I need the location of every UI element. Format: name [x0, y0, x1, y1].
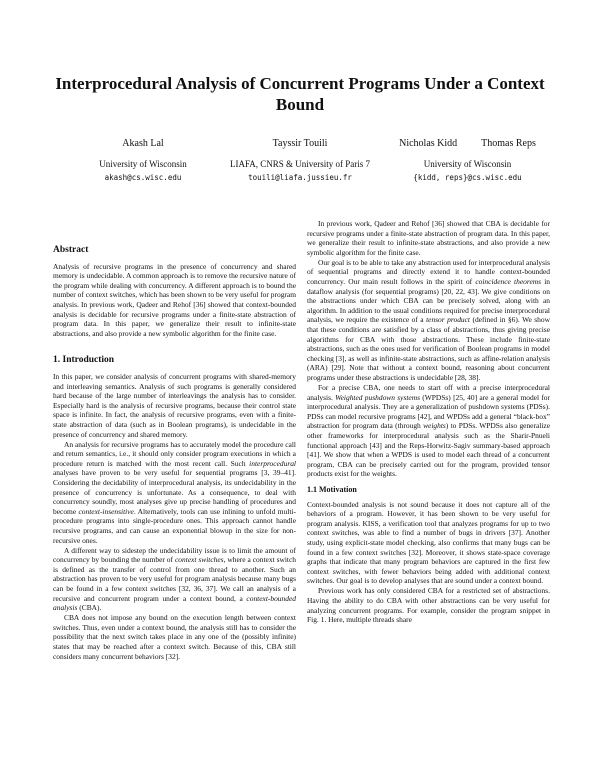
author-block-touili — [225, 137, 375, 185]
author-block-lal — [78, 137, 208, 185]
paper-title: Interprocedural Analysis of Concurrent Programs Under a Context Bound — [55, 74, 545, 114]
author-affiliation: University of Wisconsin — [423, 159, 512, 169]
body-paragraph: Our goal is to be able to take any abstraction used for interprocedural analysis of sequential programs and directly extend it to handle context-bounded concurrency. Our main result follows in the spirit of coincidence theorems in dataflow analysis (for sequential programs) [20, 22, 43]. We give conditions on the abstractions under which CBA can be precisely solved, along with an algorithm. In addition to the usual conditions required for precise interprocedural analysis, we require the existence of a tensor product (defined in §6). We show that these conditions are satisfied by a class of abstractions, thus giving precise algorithms for CBA with those abstractions. These include finite-state abstractions, such as the ones used for verification of Boolean programs in model checking [3], as well as infinite-state abstractions, such as affine-relation analysis (ARA) [29]. Note that without a context bound, reasoning about concurrent programs under these abstractions is undecidable [28, 38]. — [307, 257, 550, 382]
left-column — [53, 246, 296, 661]
intro-paragraph: In this paper, we consider analysis of concurrent programs with shared-memory and interleaving semantics. Analysis of such programs is generally considered hard because of the large number of interleavings the analysis has to consider. Especially hard is the analysis of recursive programs, because their control state space is infinite. In fact, the analysis of recursive programs, even with a finite-state abstraction of data (such as in Boolean programs), is undecidable in the presence of concurrency and shared memory. — [53, 371, 296, 439]
abstract-text: Analysis of recursive programs in the presence of concurrency and shared memory is undecidable. A common approach is to remove the recursive nature of the program while dealing with concurrency. A different approach is to bound the number of context switches, which has been shown to be very useful for program analysis. In previous work, Qadeer and Rehof [36] showed that context-bounded analysis is decidable for recursive programs under a finite-state abstraction of program data. In this paper, we generalize their result to infinite-state abstractions, and also provide a new symbolic algorithm for the finite case. — [53, 261, 296, 338]
intro-paragraph: An analysis for recursive programs has to accurately model the procedure call and return semantics, i.e., it should only consider program executions in which a procedure return is matched with the most recent call. Such interprocedural analyses have proven to be very useful for sequential programs [3, 39–41]. Considering the decidability of interprocedural analysis, its undecidability in the presence of concurrency is unfortunate. As a consequence, to deal with concurrency soundly, most analyses give up precise handling of procedures and become context-insensitive. Alternatively, tools can use inlining to unfold multi-procedure programs into single-procedure ones. This approach cannot handle recursive programs, and can cause an exponential blowup in the size for non-recursive ones. — [53, 439, 296, 545]
author-name: Nicholas Kidd — [399, 138, 458, 149]
author-block-kidd-reps — [385, 137, 550, 185]
body-paragraph: Context-bounded analysis is not sound because it does not capture all of the behaviors of a program. However, it has been shown to be very useful for program analysis. KISS, a verification tool that analyzes programs for up to two context switches, was able to find a number of bugs in drivers [37]. Another study, using explicit-state model checking, also confirms that many bugs can be found in a few context switches [32]. Moreover, it shows state-space coverage graphs that indicate that many program behaviors are captured in the first few context switches, with fewer behaviors being added with additional context switches. Our goal is to develop analyses that are sound under a context bound. — [307, 499, 550, 586]
body-paragraph: For a precise CBA, one needs to start off with a precise interprocedural analysis. Weighted pushdown systems (WPDSs) [25, 40] are a general model for interprocedural analysis. They are a generalization of pushdown systems (PDSs). PDSs can model recursive programs [42], and WPDSs add a general “black-box” abstraction for program data (through weights) to PDSs. WPDSs also generalize other frameworks for interprocedural analysis such as the Sharir-Pnueli functional approach [43] and the Reps-Horwitz-Sagiv summary-based approach [41]. We show that when a WPDS is used to model each thread of a concurrent program, CBA can be precisely carried out for the program, provided tensor products exist for the weights. — [307, 383, 550, 479]
author-name: Tayssir Touili — [272, 138, 328, 149]
introduction-heading: 1. Introduction — [53, 355, 115, 366]
intro-paragraph: CBA does not impose any bound on the execution length between context switches. Thus, even under a context bound, the analysis still has to consider the possibility that the next switch takes place in any one of the (possibly infinite) states that may be reached after a context switch. Because of this, CBA still considers many concurrent behaviors [32]. — [53, 613, 296, 661]
author-affiliation: University of Wisconsin — [99, 159, 187, 169]
motivation-heading: 1.1 Motivation — [307, 485, 357, 495]
author-email: akash@cs.wisc.edu — [104, 173, 182, 182]
author-names — [385, 137, 550, 151]
author-affiliation: LIAFA, CNRS & University of Paris 7 — [229, 159, 371, 169]
author-email: touili@liafa.jussieu.fr — [248, 173, 352, 182]
intro-paragraph: A different way to sidestep the undecidability issue is to limit the amount of concurrency by bounding the number of context switches, where a context switch is defined as the transfer of control from one thread to another. Such an abstraction has proven to be very useful for program analysis because many bugs can be found in a few context switches [32, 36, 37]. We call an analysis of a recursive and concurrent program under a context bound, a context-bounded analysis (CBA). — [53, 545, 296, 613]
body-paragraph: In previous work, Qadeer and Rehof [36] showed that CBA is decidable for recursive programs under a finite-state abstraction of program data. In this paper, we generalize their result to infinite-state abstractions, and also provide a new symbolic algorithm for the finite case. — [307, 219, 550, 257]
author-name: Akash Lal — [122, 138, 164, 149]
author-email: {kidd, reps}@cs.wisc.edu — [413, 173, 522, 182]
author-name: Thomas Reps — [481, 138, 536, 149]
abstract-heading: Abstract — [53, 245, 89, 255]
body-paragraph: Previous work has only considered CBA for a restricted set of abstractions. Having the ability to do CBA with other abstractions can be very useful for analyzing concurrent programs. For example, consider the program snippet in Fig. 1. Here, multiple threads share — [307, 586, 550, 625]
right-column — [307, 219, 550, 625]
